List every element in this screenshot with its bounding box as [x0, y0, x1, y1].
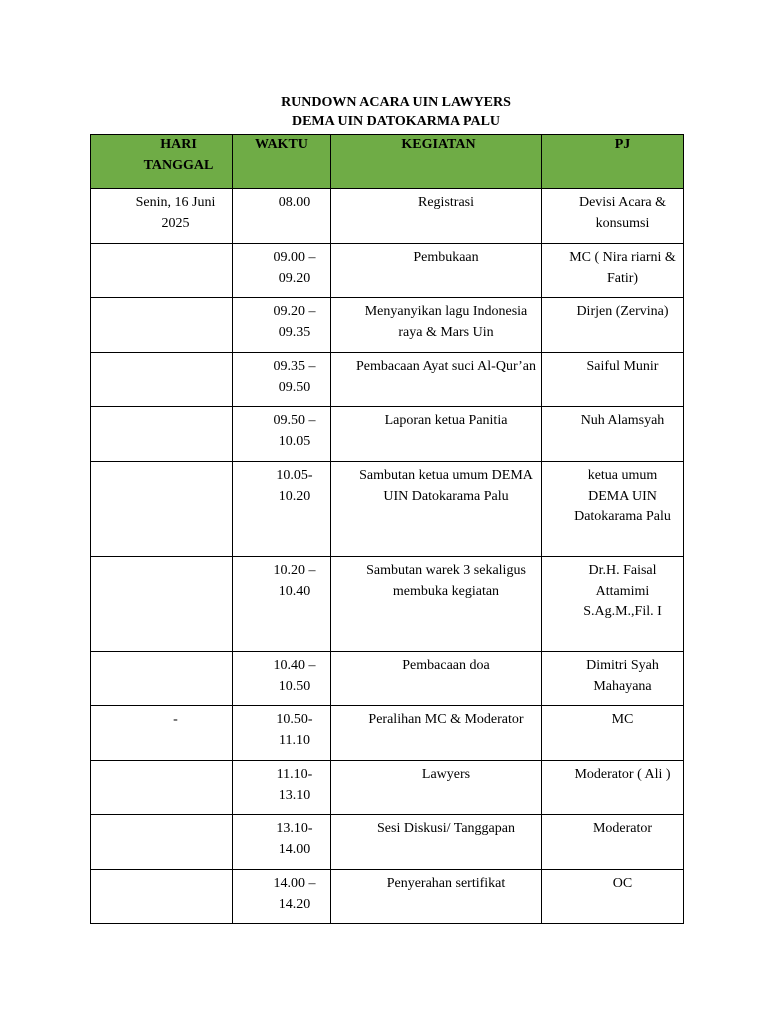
cell-hari	[91, 189, 233, 244]
cell-kegiatan	[331, 870, 542, 924]
cell-kegiatan-text: Registrasi	[418, 195, 474, 210]
cell-pj	[542, 870, 684, 924]
table-row	[91, 815, 684, 870]
table-row	[91, 557, 684, 652]
cell-kegiatan	[331, 353, 542, 407]
cell-pj	[542, 244, 684, 298]
cell-kegiatan-text: Laporan ketua Panitia	[384, 413, 508, 428]
cell-waktu	[233, 244, 331, 298]
cell-pj-text: MC	[611, 712, 634, 727]
cell-kegiatan-text: Pembukaan	[413, 250, 479, 265]
header-hari-label: HARI TANGGAL	[143, 137, 214, 173]
cell-pj-text: Moderator ( Ali )	[574, 767, 671, 782]
cell-hari-text	[91, 652, 232, 656]
header-waktu	[233, 135, 331, 189]
cell-waktu	[233, 353, 331, 407]
cell-hari-text: Senin, 16 Juni 2025	[135, 195, 216, 231]
cell-kegiatan-text: Penyerahan sertifikat	[386, 876, 506, 891]
header-kegiatan	[331, 135, 542, 189]
cell-waktu	[233, 407, 331, 462]
cell-waktu-text: 08.00	[278, 195, 311, 210]
table-row	[91, 761, 684, 815]
cell-hari-text	[91, 815, 232, 819]
cell-waktu-text: 13.10-14.00	[276, 821, 313, 857]
cell-pj	[542, 189, 684, 244]
cell-hari	[91, 407, 233, 462]
table-row	[91, 353, 684, 407]
cell-waktu	[233, 652, 331, 706]
cell-kegiatan	[331, 407, 542, 462]
cell-waktu	[233, 761, 331, 815]
table-row	[91, 244, 684, 298]
header-hari-tanggal	[91, 135, 233, 189]
table-row	[91, 462, 684, 557]
cell-pj	[542, 407, 684, 462]
cell-hari-text	[91, 407, 232, 411]
cell-hari	[91, 462, 233, 557]
cell-hari	[91, 298, 233, 353]
cell-waktu-text: 10.20 – 10.40	[273, 563, 316, 599]
cell-waktu	[233, 557, 331, 652]
cell-waktu-text: 11.10-13.10	[276, 767, 313, 803]
document-title-line2: DEMA UIN DATOKARMA PALU	[291, 114, 501, 129]
cell-pj-text: Nuh Alamsyah	[580, 413, 665, 428]
cell-pj	[542, 557, 684, 652]
cell-waktu	[233, 870, 331, 924]
header-pj	[542, 135, 684, 189]
cell-waktu	[233, 462, 331, 557]
cell-hari	[91, 815, 233, 870]
cell-kegiatan	[331, 815, 542, 870]
cell-pj	[542, 815, 684, 870]
cell-pj-text: Dirjen (Zervina)	[576, 304, 669, 319]
cell-kegiatan-text: Sesi Diskusi/ Tanggapan	[377, 821, 515, 836]
cell-hari-text	[91, 557, 232, 561]
cell-pj-text: MC ( Nira riarni & Fatir)	[569, 250, 676, 286]
cell-hari	[91, 557, 233, 652]
cell-hari-text	[91, 870, 232, 874]
cell-waktu-text: 09.35 – 09.50	[273, 359, 316, 395]
table-row	[91, 298, 684, 353]
cell-hari-text	[91, 298, 232, 302]
cell-waktu-text: 09.20 – 09.35	[273, 304, 316, 340]
cell-hari	[91, 353, 233, 407]
cell-kegiatan	[331, 557, 542, 652]
header-pj-label: PJ	[614, 137, 631, 152]
cell-kegiatan-text: Menyanyikan lagu Indonesia raya & Mars Uin	[364, 304, 528, 340]
cell-pj-text: Devisi Acara & konsumsi	[578, 195, 667, 231]
cell-hari-text	[91, 353, 232, 357]
cell-hari	[91, 761, 233, 815]
cell-kegiatan	[331, 298, 542, 353]
cell-pj	[542, 706, 684, 761]
cell-pj	[542, 353, 684, 407]
cell-kegiatan-text: Pembacaan Ayat suci Al-Qur’an	[355, 359, 536, 374]
cell-pj-text: Moderator	[592, 821, 653, 836]
cell-kegiatan-text: Sambutan warek 3 sekaligus membuka kegiatan	[366, 563, 526, 599]
cell-waktu	[233, 189, 331, 244]
table-header-row	[91, 135, 684, 189]
cell-hari	[91, 706, 233, 761]
cell-waktu-text: 10.40 – 10.50	[273, 658, 316, 694]
cell-kegiatan-text: Sambutan ketua umum DEMA UIN Datokarama Palu	[359, 468, 533, 504]
cell-kegiatan	[331, 189, 542, 244]
cell-kegiatan-text: Lawyers	[421, 767, 471, 782]
cell-waktu-text: 14.00 – 14.20	[273, 876, 316, 912]
cell-pj	[542, 761, 684, 815]
table-row	[91, 652, 684, 706]
cell-waktu	[233, 298, 331, 353]
cell-kegiatan	[331, 244, 542, 298]
cell-pj-text: Dimitri Syah Mahayana	[586, 658, 659, 694]
cell-hari	[91, 652, 233, 706]
cell-hari	[91, 870, 233, 924]
cell-pj-text: OC	[612, 876, 633, 891]
cell-waktu-text: 09.50 – 10.05	[273, 413, 316, 449]
header-kegiatan-label: KEGIATAN	[401, 137, 476, 152]
cell-waktu	[233, 706, 331, 761]
cell-pj-text: Saiful Munir	[586, 359, 659, 374]
cell-pj	[542, 298, 684, 353]
cell-hari-text	[91, 761, 232, 765]
cell-pj-text: ketua umum DEMA UIN Datokarama Palu	[574, 468, 671, 524]
cell-pj	[542, 462, 684, 557]
cell-kegiatan-text: Peralihan MC & Moderator	[368, 712, 524, 727]
header-waktu-label: WAKTU	[255, 137, 308, 152]
cell-hari-text	[91, 244, 232, 248]
cell-kegiatan	[331, 652, 542, 706]
cell-pj-text: Dr.H. Faisal Attamimi S.Ag.M.,Fil. I	[583, 563, 662, 619]
document-title-line1: RUNDOWN ACARA UIN LAWYERS	[281, 95, 511, 110]
cell-waktu-text: 10.50-11.10	[276, 712, 313, 748]
rundown-table	[90, 134, 684, 924]
cell-pj	[542, 652, 684, 706]
cell-waktu	[233, 815, 331, 870]
table-row	[91, 706, 684, 761]
cell-waktu-text: 09.00 – 09.20	[273, 250, 316, 286]
cell-waktu-text: 10.05-10.20	[276, 468, 313, 504]
table-row	[91, 870, 684, 924]
cell-kegiatan-text: Pembacaan doa	[402, 658, 490, 673]
cell-hari-text: -	[173, 712, 178, 727]
cell-kegiatan	[331, 761, 542, 815]
cell-hari-text	[91, 462, 232, 466]
table-row	[91, 407, 684, 462]
cell-kegiatan	[331, 706, 542, 761]
cell-hari	[91, 244, 233, 298]
table-row	[91, 189, 684, 244]
cell-kegiatan	[331, 462, 542, 557]
